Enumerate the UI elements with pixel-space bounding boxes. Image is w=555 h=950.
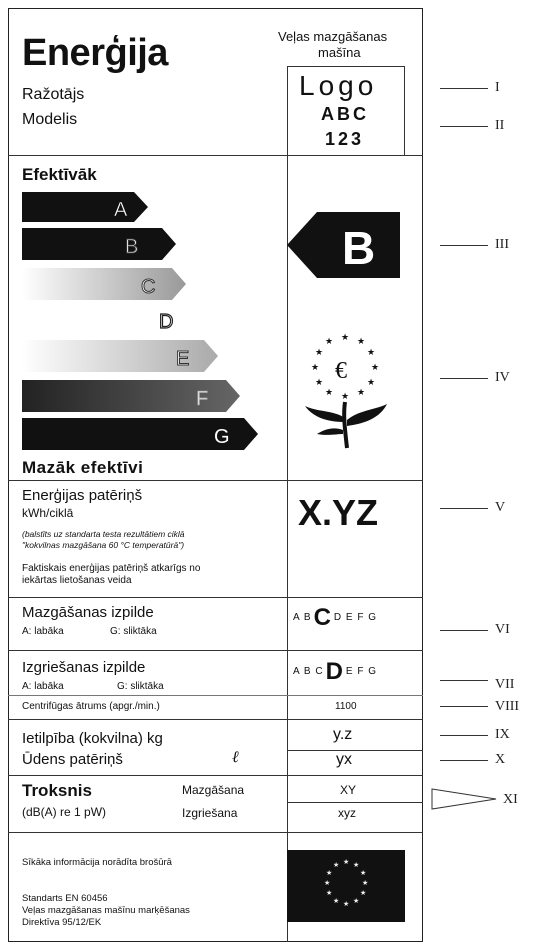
divider-efficiency [8,480,423,481]
annotation-line-2 [440,126,488,127]
svg-text:D: D [159,311,174,333]
energy-disclaimer-line1: Faktiskais enerģijas patēriņš atkarīgs no [22,563,201,574]
wash-scale-worst: G: sliktāka [110,626,157,637]
rating-arrow [287,210,405,280]
divider-capacity [287,750,423,751]
svg-text:G: G [214,426,230,448]
model-label: Modelis [22,111,78,128]
footer-directive-line1: Veļas mazgāšanas mašīnu marķēšanas [22,905,190,916]
noise-title: Troksnis [22,781,92,800]
svg-text:★: ★ [326,889,333,897]
annotation-2: II [495,118,505,133]
annotation-line-3 [440,245,488,246]
energy-value: X.YZ [298,492,379,533]
svg-text:★: ★ [360,889,367,897]
svg-text:★: ★ [324,879,331,887]
svg-text:B: B [125,236,139,258]
svg-text:★: ★ [367,378,376,388]
wash-rating-scale [293,606,377,630]
annotation-9: IX [495,727,510,742]
annotation-line-9 [440,735,488,736]
noise-wash-label: Mazgāšana [182,783,245,797]
annotation-3: III [495,237,509,252]
divider-energy [8,597,423,598]
class-bar-e [22,340,218,372]
class-bar-c [22,268,186,300]
page-title: Enerģija [22,32,168,74]
footer-info: Sīkāka informācija norādīta brošūrā [22,857,172,868]
svg-text:★: ★ [362,879,369,887]
energy-note-line2: "kokvilnas mazgāšana 60 °C temperatūrā") [22,540,185,550]
divider-spin [8,719,423,720]
energy-title: Enerģijas patēriņš [22,487,143,504]
annotation-line-8 [440,706,488,707]
spin-scale-post: E F G [345,666,378,677]
divider-wash [8,650,423,651]
divider-spin-speed [8,695,423,696]
eu-flower-icon [295,330,395,455]
efficiency-bottom-label: Mazāk efektīvi [22,458,144,477]
svg-text:★: ★ [353,897,360,905]
annotation-4: IV [495,370,510,385]
annotation-line-10 [440,760,488,761]
svg-text:★: ★ [326,869,333,877]
svg-text:★: ★ [367,348,376,358]
svg-text:F: F [196,388,209,410]
svg-text:★: ★ [343,900,350,908]
annotation-line-6 [440,630,488,631]
divider-header [8,155,423,156]
svg-text:★: ★ [360,869,367,877]
footer-directive-line2: Direktīva 95/12/EK [22,917,102,928]
svg-text:C: C [141,276,156,298]
noise-unit: (dB(A) re 1 pW) [22,805,107,819]
wash-scale-pre: A B [293,612,312,623]
manufacturer-label: Ražotājs [22,86,85,103]
annotation-line-7 [440,680,488,681]
spin-speed-label: Centrifūgas ātrums (apgr./min.) [22,701,160,712]
water-value: yx [336,751,352,768]
spin-current-class: D [325,658,344,685]
annotation-1: I [495,80,500,95]
class-bar-b [22,228,176,260]
model-code-line2: 123 [325,129,365,149]
annotation-5: V [495,500,506,515]
annotation-7: VII [495,677,515,692]
noise-wash-value: XY [340,783,357,797]
spin-title: Izgriešanas izpilde [22,659,146,676]
annotation-11: XI [503,792,518,807]
eu-flag-icon [287,850,405,922]
annotation-8: VIII [495,699,520,714]
water-unit-icon: ℓ [232,749,239,766]
svg-text:★: ★ [333,861,340,869]
annotation-line-4 [440,378,488,379]
divider-noise [8,832,423,833]
svg-text:★: ★ [315,378,324,388]
capacity-value: y.z [333,726,353,743]
svg-text:★: ★ [357,388,366,398]
svg-text:★: ★ [333,897,340,905]
svg-text:★: ★ [341,392,350,402]
class-bar-g [22,418,258,450]
capacity-label: Ietilpība (kokvilna) kg [22,730,163,747]
rating-letter: B [342,222,376,274]
class-bar-f [22,380,240,412]
spin-scale-pre: A B C [293,666,324,677]
class-bar-d [159,311,173,333]
annotation-10: X [495,752,506,767]
class-bar-a [22,192,148,222]
svg-text:★: ★ [341,333,350,343]
spin-speed-value: 1100 [335,701,357,712]
svg-text:★: ★ [315,348,324,358]
divider-water [8,775,423,776]
energy-disclaimer-line2: iekārtas lietošanas veida [22,575,132,586]
svg-text:★: ★ [343,858,350,866]
svg-text:★: ★ [325,388,334,398]
energy-unit: kWh/ciklā [22,506,74,520]
svg-text:A: A [114,199,128,221]
energy-note-line1: (balstīts uz standarta testa rezultātiem ciklā [22,529,185,539]
efficiency-top-label: Efektīvāk [22,165,97,184]
spin-scale-worst: G: sliktāka [117,681,164,692]
annotation-6: VI [495,622,510,637]
annotation-line-5 [440,508,488,509]
spin-rating-scale [293,660,377,684]
svg-text:€: € [335,358,347,384]
svg-text:★: ★ [357,337,366,347]
noise-spin-value: xyz [338,806,356,820]
svg-text:★: ★ [311,363,320,373]
efficiency-scale [22,188,272,453]
annotation-arrow-11 [430,785,502,815]
svg-text:★: ★ [371,363,380,373]
svg-text:★: ★ [325,337,334,347]
svg-text:★: ★ [353,861,360,869]
wash-current-class: C [313,604,332,631]
wash-scale-best: A: labāka [22,626,64,637]
product-type-line2: mašīna [318,45,361,60]
svg-text:E: E [176,348,190,370]
model-code-line1: ABC [321,104,369,124]
wash-scale-post: D E F G [333,612,378,623]
logo-text: Logo [299,70,378,101]
annotation-line-1 [440,88,488,89]
water-label: Ūdens patēriņš [22,751,123,768]
wash-title: Mazgāšanas izpilde [22,604,154,621]
divider-noise-rows [287,802,423,803]
product-type-line1: Veļas mazgāšanas [278,29,388,44]
spin-scale-best: A: labāka [22,681,64,692]
footer-standard: Standarts EN 60456 [22,893,108,904]
noise-spin-label: Izgriešana [182,806,238,820]
